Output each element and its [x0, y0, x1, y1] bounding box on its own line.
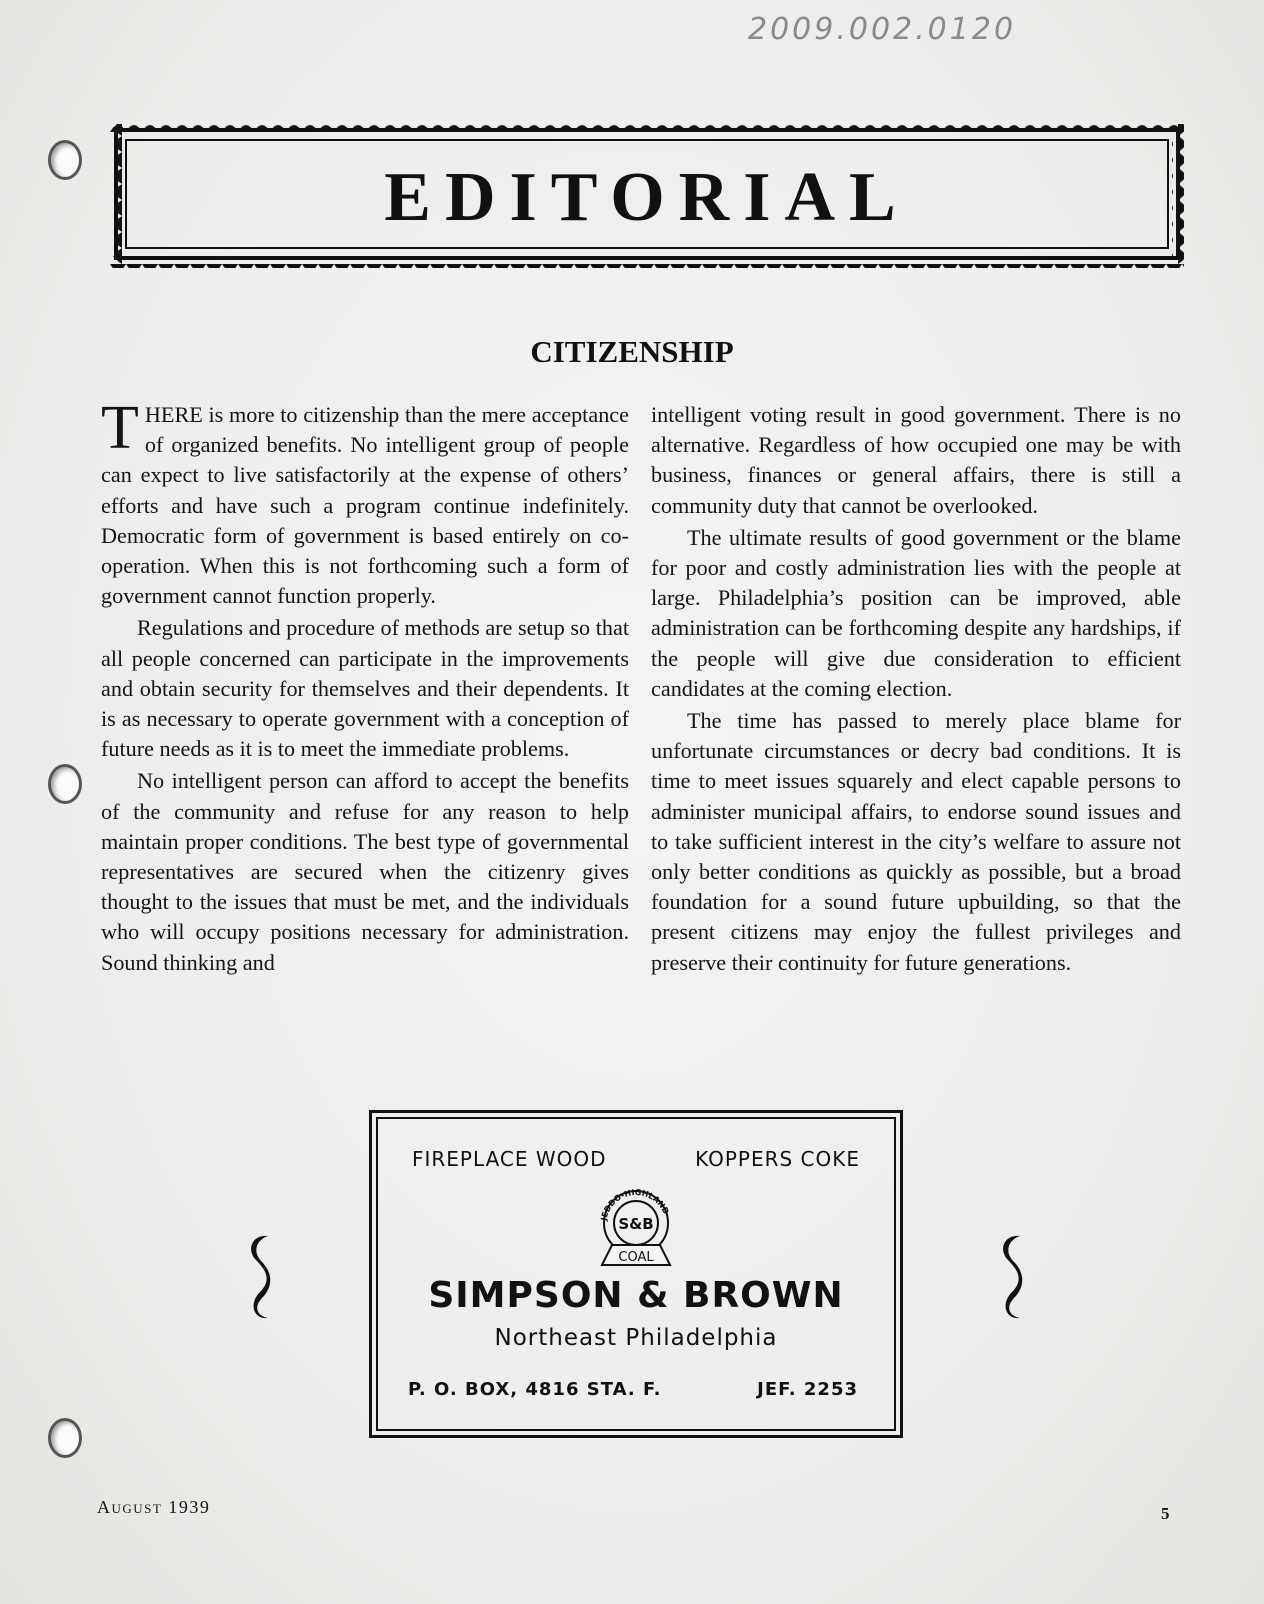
ad-location: Northeast Philadelphia [494, 1325, 778, 1351]
flourish-left-icon [234, 1230, 284, 1326]
logo-arc-text: JEDDO-HIGHLAND [599, 1187, 671, 1222]
paragraph [101, 394, 629, 611]
binder-hole-middle [48, 764, 82, 804]
article-heading: CITIZENSHIP [530, 334, 734, 369]
paragraph: intelligent voting result in good government. There is no alternative. Regardless of how occupied one may be with business, finances or general affairs, there is still a community duty that cannot be overlooked. [651, 402, 1181, 518]
logo-base-text: COAL [618, 1250, 654, 1265]
paragraph-text: HERE is more to citizenship than the mere acceptance of organized benefits. No intelligent group of people can expect to live satisfactorily at the expense of others’ efforts and have such a program continue indefinitely. Democratic form of government is based entirely on co-operation. When this is not forthcoming such a form of government cannot function properly. [101, 402, 629, 609]
drop-cap: T [101, 394, 139, 462]
binder-hole-bottom [48, 1418, 82, 1458]
advertisement [369, 1110, 903, 1438]
paragraph: No intelligent person can afford to accept the benefits of the community and refuse for any reason to help maintain proper conditions. The best type of governmental representatives are secured when the citizenry gives thought to the issues that must be met, and the individuals who will occupy positions necessary for administration. Sound thinking and [101, 768, 629, 975]
paragraph: Regulations and procedure of methods are setup so that all people concerned can participate in the improvements and obtain security for themselves and their dependents. It is as necessary to operate government with a conception of future needs as it is to meet the immediate problems. [101, 615, 629, 762]
paragraph: The time has passed to merely place blame for unfortunate circumstances or decry bad conditions. It is time to meet issues squarely and elect capable persons to administer municipal affairs, to endorse sound issues and to take sufficient interest in the city’s welfare to assure not only better conditions as quickly as possible, but a broad foundation for a sound future upbuilding, so that the present citizens may enjoy the fullest privileges and preserve their continuity for future generations. [651, 708, 1181, 975]
editorial-banner [110, 120, 1184, 268]
logo-monogram: S&B [618, 1215, 654, 1233]
ad-product-left: FIREPLACE WOOD [412, 1147, 607, 1171]
ad-address: P. O. BOX, 4816 STA. F. [408, 1379, 662, 1400]
footer-date: August 1939 [97, 1497, 211, 1517]
ad-phone: JEF. 2253 [757, 1379, 858, 1400]
coal-logo-icon [592, 1179, 680, 1267]
ad-company-name: SIMPSON & BROWN [428, 1275, 844, 1316]
left-column [101, 394, 629, 978]
binder-hole-top [48, 140, 82, 180]
accession-number: 2009.002.0120 [748, 12, 1017, 47]
page-number: 5 [1161, 1504, 1170, 1523]
right-column [651, 400, 1181, 978]
paragraph: The ultimate results of good government or the blame for poor and costly administration lies with the people at large. Philadelphia’s position can be improved, able administration can be forthcoming despite any hardships, if the people will give due consideration to efficient candidates at the coming election. [651, 524, 1181, 701]
banner-title: EDITORIAL [384, 159, 910, 236]
flourish-right-icon [986, 1230, 1036, 1326]
ad-product-right: KOPPERS COKE [695, 1147, 860, 1171]
